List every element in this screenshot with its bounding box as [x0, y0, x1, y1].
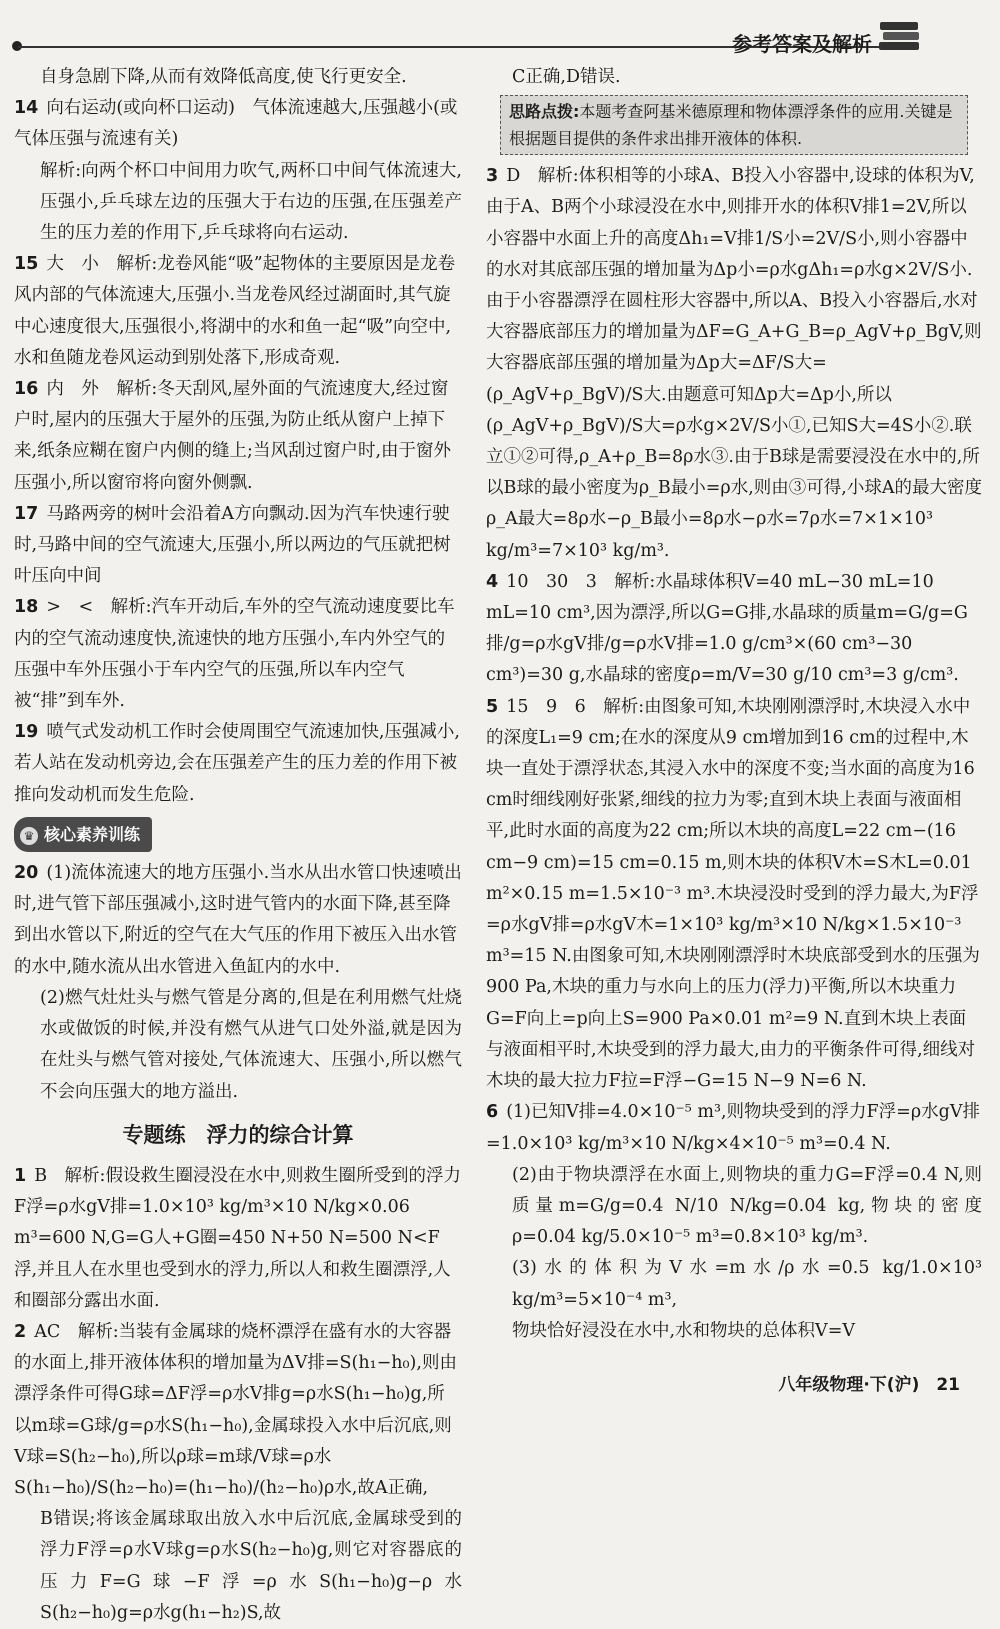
answer-18: 18 > < 解析:汽车开动后,车外的空气流动速度要比车内的空气流动速度快,流速快的地方压强小,车内外空气的压强中车外压强小于车内空气的压强,所以车内空气被“排”到车外. [14, 597, 455, 712]
left-column [14, 62, 462, 1629]
right-column [486, 62, 982, 1347]
answer-14-analysis: 解析:向两个杯口中间用力吹气,两杯口中间气体流速大,压强小,乒乓球左边的压强大于右边的压强,在压强差产生的压力差的作用下,乒乓球将向右运动. [40, 160, 462, 244]
answer-15: 15 大 小 解析:龙卷风能“吸”起物体的主要原因是龙卷风内部的气体流速大,压强小.当龙卷风经过湖面时,其气旋中心速度很大,压强很小,将湖中的水和鱼一起“吸”向空中,水和鱼随龙卷风运动到别处落下,形成奇观. [14, 254, 456, 368]
tip-label: 思路点拨: [509, 102, 580, 122]
topic-answer-3: 3 D 解析:体积相等的小球A、B投入小容器中,设球的体积为V,由于A、B两个小球浸没在水中,则排开水的体积V排1=2V,所以小容器中水面上升的高度Δh₁=V排1/S小=2V/S小,则小容器中的水对其底部压强的增加量为Δp小=ρ水gΔh₁=ρ水g×2V/S小.由于小容器漂浮在圆柱形大容器中,所以A、B投入小容器后,水对大容器底部压力的增加量为ΔF=G_A+G_B=ρ_AgV+ρ_BgV,则大容器底部压强的增加量为Δp大=ΔF/S大=(ρ_AgV+ρ_BgV)/S大.由题意可知Δp大=Δp小,所以(ρ_AgV+ρ_BgV)/S大=ρ水g×2V/S小①,已知S大=4S小②.联立①②可得,ρ_A+ρ_B=8ρ水③.由于B球是需要浸没在水中的,所以B球的最小密度为ρ_B最小=ρ水,则由③可得,小球A的最大密度ρ_A最大=8ρ水−ρ_B最小=8ρ水−ρ水=7ρ水=7×1×10³ kg/m³=7×10³ kg/m³. [486, 166, 982, 561]
crown-icon: ♛ [20, 827, 38, 845]
page-footer: 八年级物理·下(沪) 21 [778, 1375, 960, 1395]
topic-answer-2-cont: B错误;将该金属球取出放入水中后沉底,金属球受到的浮力F浮=ρ水V球g=ρ水S(h₂−h₀)g,则它对容器底的压力F=G球−F浮=ρ水S(h₁−h₀)g−ρ水S(h₂−h₀)g=ρ水g(h₁−h₂)S,故 [40, 1509, 462, 1623]
tip-text: 本题考查阿基米德原理和物体漂浮条件的应用.关键是根据题目提供的条件求出排开液体的体积. [509, 102, 953, 149]
topic-answer-5: 5 15 9 6 解析:由图象可知,木块刚刚漂浮时,木块浸入水中的深度L₁=9 cm;在水的深度从9 cm增加到16 cm的过程中,木块一直处于漂浮状态,其浸入水中的深度不变;当水面的高度为16 cm时细线刚好张紧,细线的拉力为零;直到木块上表面与液面相平,此时水面的高度为22 cm;所以木块的高度L=22 cm−(16 cm−9 cm)=15 cm=0.15 m,则木块的体积V木=S木L=0.01 m²×0.15 m=1.5×10⁻³ m³.木块浸没时受到的浮力最大,为F浮=ρ水gV排=ρ水gV木=1×10³ kg/m³×10 N/kg×1.5×10⁻³ m³=15 N.由图象可知,木块刚刚漂浮时木块底部受到水的压强为900 Pa,木块的重力与水向上的压力(浮力)平衡,所以木块重力G=F向上=p向上S=900 Pa×0.01 m²=9 N.直到木块上表面与液面相平时,木块受到的浮力最大,由力的平衡条件可得,细线对木块的最大拉力F拉=F浮−G=15 N−9 N=6 N. [486, 696, 980, 1092]
answer-16: 16 内 外 解析:冬天刮风,屋外面的气流速度大,经过窗户时,屋内的压强大于屋外的压强,为防止纸从窗户上掉下来,纸条应糊在窗户内侧的缝上;当风刮过窗户时,由于窗外压强小,所以窗帘将向窗外侧飘. [14, 379, 452, 493]
topic-answer-4: 4 10 30 3 解析:水晶球体积V=40 mL−30 mL=10 mL=10 cm³,因为漂浮,所以G=G排,水晶球的质量m=G/g=G排/g=ρ水gV排/g=ρ水V排=1.0 g/cm³×(60 cm³−30 cm³)=30 g,水晶球的密度ρ=m/V=30 g/10 cm³=3 g/cm³. [486, 571, 968, 686]
books-icon [878, 18, 922, 56]
answer-20-part2: (2)燃气灶灶头与燃气管是分离的,但是在利用燃气灶烧水或做饭的时候,并没有燃气从进气口处外溢,就是因为在灶头与燃气管对接处,气体流速大、压强小,所以燃气不会向压强大的地方溢出. [40, 987, 462, 1102]
topic-answer-6-part3: (3)水的体积为V水=m水/ρ水=0.5 kg/1.0×10³ kg/m³=5×10⁻⁴ m³, [512, 1258, 982, 1310]
answer-17: 17 马路两旁的树叶会沿着A方向飘动.因为汽车快速行驶时,马路中间的空气流速大,压强小,所以两边的气压就把树叶压向中间 [14, 503, 451, 587]
header-title: 参考答案及解析 [732, 32, 872, 56]
topic-answer-1: 1 B 解析:假设救生圈浸没在水中,则救生圈所受到的浮力F浮=ρ水gV排=1.0×10³ kg/m³×10 N/kg×0.06 m³=600 N,G=G人+G圈=450 N+50 N=500 N<F浮,并且人在水里也受到水的浮力,所以人和救生圈漂浮,人和圈部分露出水面. [14, 1165, 462, 1311]
topic-answer-6-part4: 物块恰好浸没在水中,水和物块的总体积V=V [512, 1320, 856, 1341]
answer-number: 14 [14, 98, 39, 119]
carryover-text: 自身急剧下降,从而有效降低高度,使飞行更安全. [40, 67, 407, 87]
answer-20: 20 (1)流体流速大的地方压强小.当水从出水管口快速喷出时,进气管下部压强减小,这时进气管内的水面下降,甚至降到出水管以下,附近的空气在大气压的作用下被压入出水管的水中,随水流从出水管进入鱼缸内的水中. [14, 863, 462, 977]
topic-answer-6: 6 (1)已知V排=4.0×10⁻⁵ m³,则物块受到的浮力F浮=ρ水gV排=1.0×10³ kg/m³×10 N/kg×4×10⁻⁵ m³=0.4 N. [486, 1102, 980, 1154]
tip-box [500, 95, 968, 155]
topic-answer-2: 2 AC 解析:当装有金属球的烧杯漂浮在盛有水的大容器的水面上,排开液体体积的增加量为ΔV排=S(h₁−h₀),则由漂浮条件可得G球=ΔF浮=ρ水V排g=ρ水S(h₁−h₀)g,所以m球=G球/g=ρ水S(h₁−h₀),金属球投入水中后沉底,则V球=S(h₂−h₀),所以ρ球=m球/V球=ρ水S(h₁−h₀)/S(h₂−h₀)=(h₁−h₀)/(h₂−h₀)ρ水,故A正确, [14, 1321, 457, 1498]
answer-14: 14 向右运动(或向杯口运动) 气体流速越大,压强越小(或气体压强与流速有关) [14, 98, 458, 150]
topic-answer-6-part2: (2)由于物块漂浮在水面上,则物块的重力G=F浮=0.4 N,则质量m=G/g=0.4 N/10 N/kg=0.04 kg,物块的密度ρ=0.04 kg/5.0×10⁻⁵ m³=0.8×10³ kg/m³. [512, 1164, 982, 1248]
carryover-text-right: C正确,D错误. [512, 67, 621, 87]
topic-heading: 专题练 浮力的综合计算 [122, 1122, 354, 1147]
answer-19: 19 喷气式发动机工作时会使周围空气流速加快,压强减小,若人站在发动机旁边,会在压强差产生的压力差的作用下被推向发动机而发生危险. [14, 722, 460, 805]
section-badge: ♛ 核心素养训练 [14, 817, 152, 852]
